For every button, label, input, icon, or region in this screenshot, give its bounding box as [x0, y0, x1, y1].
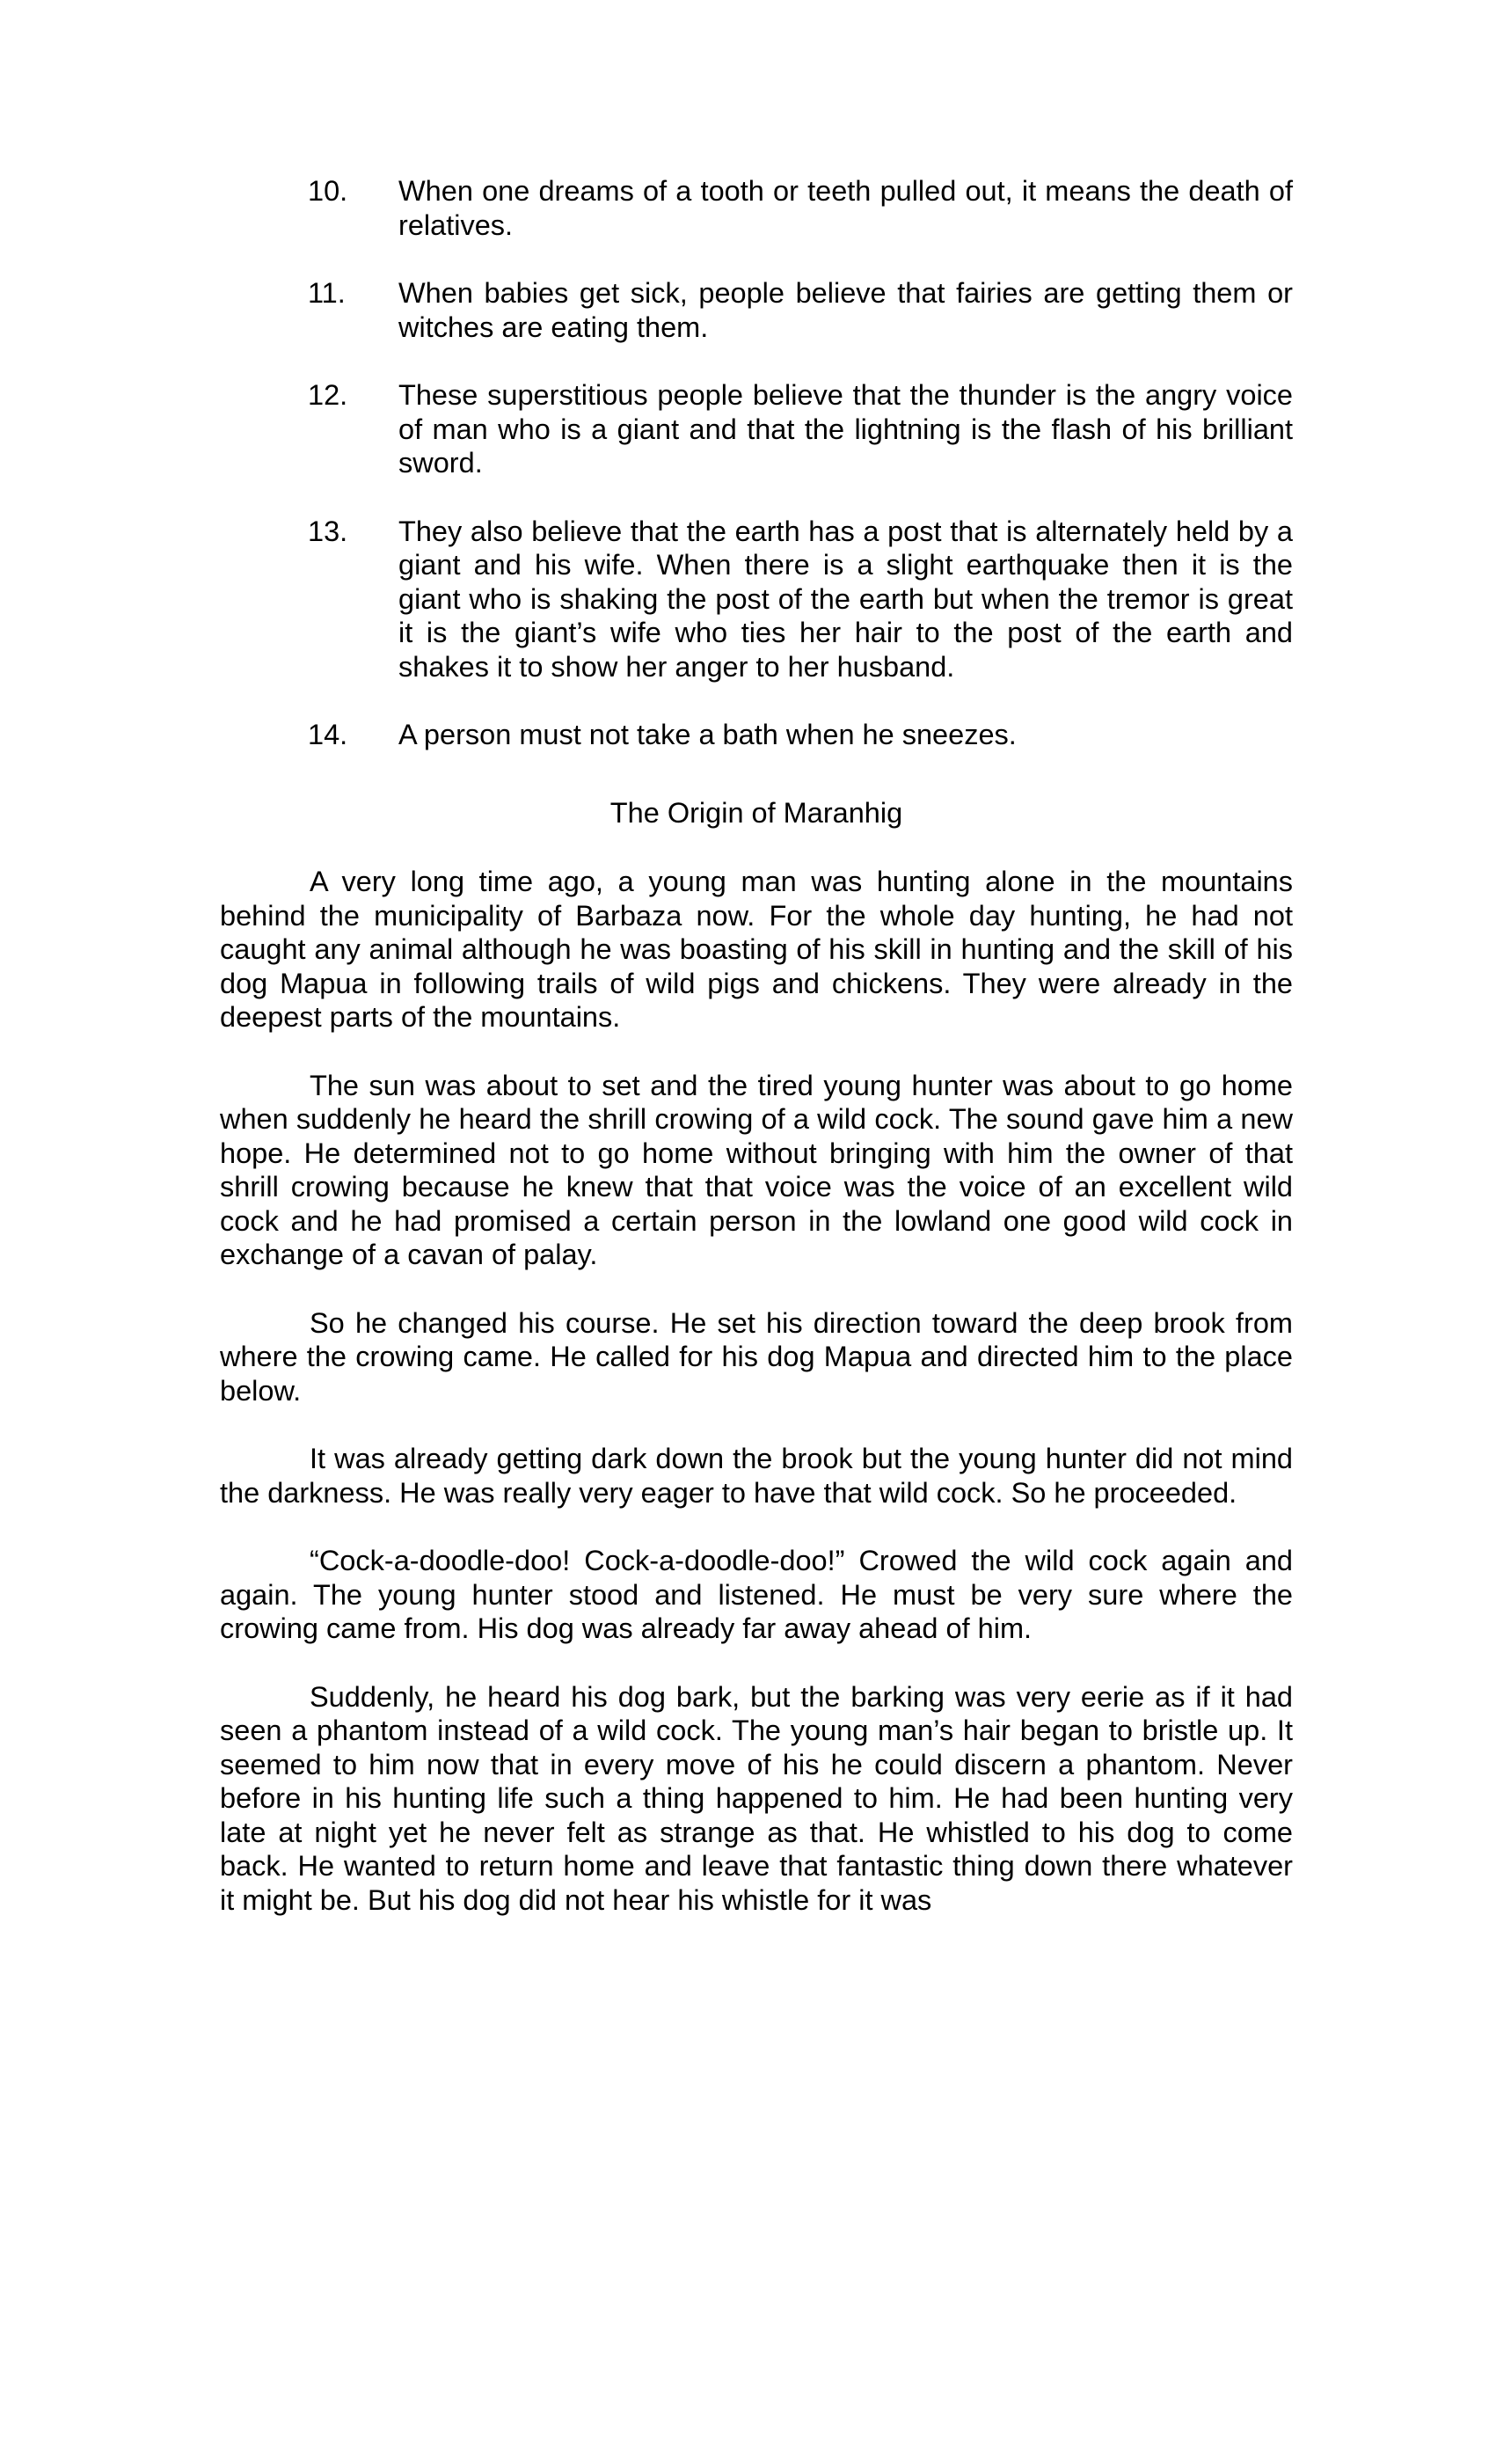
document-page	[220, 174, 1293, 1951]
list-item	[220, 718, 1293, 752]
list-item	[220, 276, 1293, 344]
story-paragraph: The sun was about to set and the tired young hunter was about to go home when suddenly he heard the shrill crowing of a wild cock. The sound gave him a new hope. He determined not to go home without bringing with him the owner of that shrill crowing because he knew that that voice was the voice of an excellent wild cock and he had promised a certain person in the lowland one good wild cock in exchange of a cavan of palay.	[220, 1069, 1293, 1270]
list-item-text: A person must not take a bath when he sneezes.	[398, 719, 1017, 750]
story-paragraph: A very long time ago, a young man was hunting alone in the mountains behind the municipality of Barbaza now. For the whole day hunting, he had not caught any animal although he was boasting of his skill in hunting and the skill of his dog Mapua in following trails of wild pigs and chickens. They were already in the deepest parts of the mountains.	[220, 866, 1293, 1033]
story-paragraph: So he changed his course. He set his direction toward the deep brook from where the crowing came. He called for his dog Mapua and directed him to the place below.	[220, 1306, 1293, 1407]
list-item	[220, 174, 1293, 242]
story-body	[220, 865, 1293, 1917]
story-paragraph: “Cock-a-doodle-doo! Cock-a-doodle-doo!” Crowed the wild cock again and again. The young hunter stood and listened. He must be very sure where the crowing came from. His dog was already far away ahead of him.	[220, 1545, 1293, 1644]
list-item-text: These superstitious people believe that the thunder is the angry voice of man who is a giant and that the lightning is the flash of his brilliant sword.	[398, 379, 1293, 479]
list-item-number: 14.	[308, 719, 348, 750]
list-item-number: 10.	[308, 175, 348, 207]
list-item-number: 11.	[308, 277, 346, 309]
list-item-text: When one dreams of a tooth or teeth pulled out, it means the death of relatives.	[398, 175, 1293, 241]
list-item-text: When babies get sick, people believe that fairies are getting them or witches are eating them.	[398, 277, 1293, 343]
story-paragraph: It was already getting dark down the brook but the young hunter did not mind the darkness. He was really very eager to have that wild cock. So he proceeded.	[220, 1443, 1293, 1509]
list-item-number: 13.	[308, 515, 348, 547]
story-title: The Origin of Maranhig	[609, 796, 903, 829]
list-item	[220, 378, 1293, 480]
superstition-list	[220, 174, 1293, 752]
story-paragraph: Suddenly, he heard his dog bark, but the barking was very eerie as if it had seen a phantom instead of a wild cock. The young man’s hair began to bristle up. It seemed to him now that in every move of his he could discern a phantom. Never before in his hunting life such a thing happened to him. He had been hunting very late at night yet he never felt as strange as that. He whistled to his dog to come back. He wanted to return home and leave that fantastic thing down there whatever it might be. But his dog did not hear his whistle for it was	[220, 1680, 1293, 1916]
list-item-text: They also believe that the earth has a post that is alternately held by a giant and his wife. When there is a slight earthquake then it is the giant who is shaking the post of the earth but when the tremor is great it is the giant’s wife who ties her hair to the post of the earth and shakes it to show her anger to her husband.	[398, 515, 1293, 683]
list-item-number: 12.	[308, 379, 348, 411]
list-item	[220, 515, 1293, 684]
